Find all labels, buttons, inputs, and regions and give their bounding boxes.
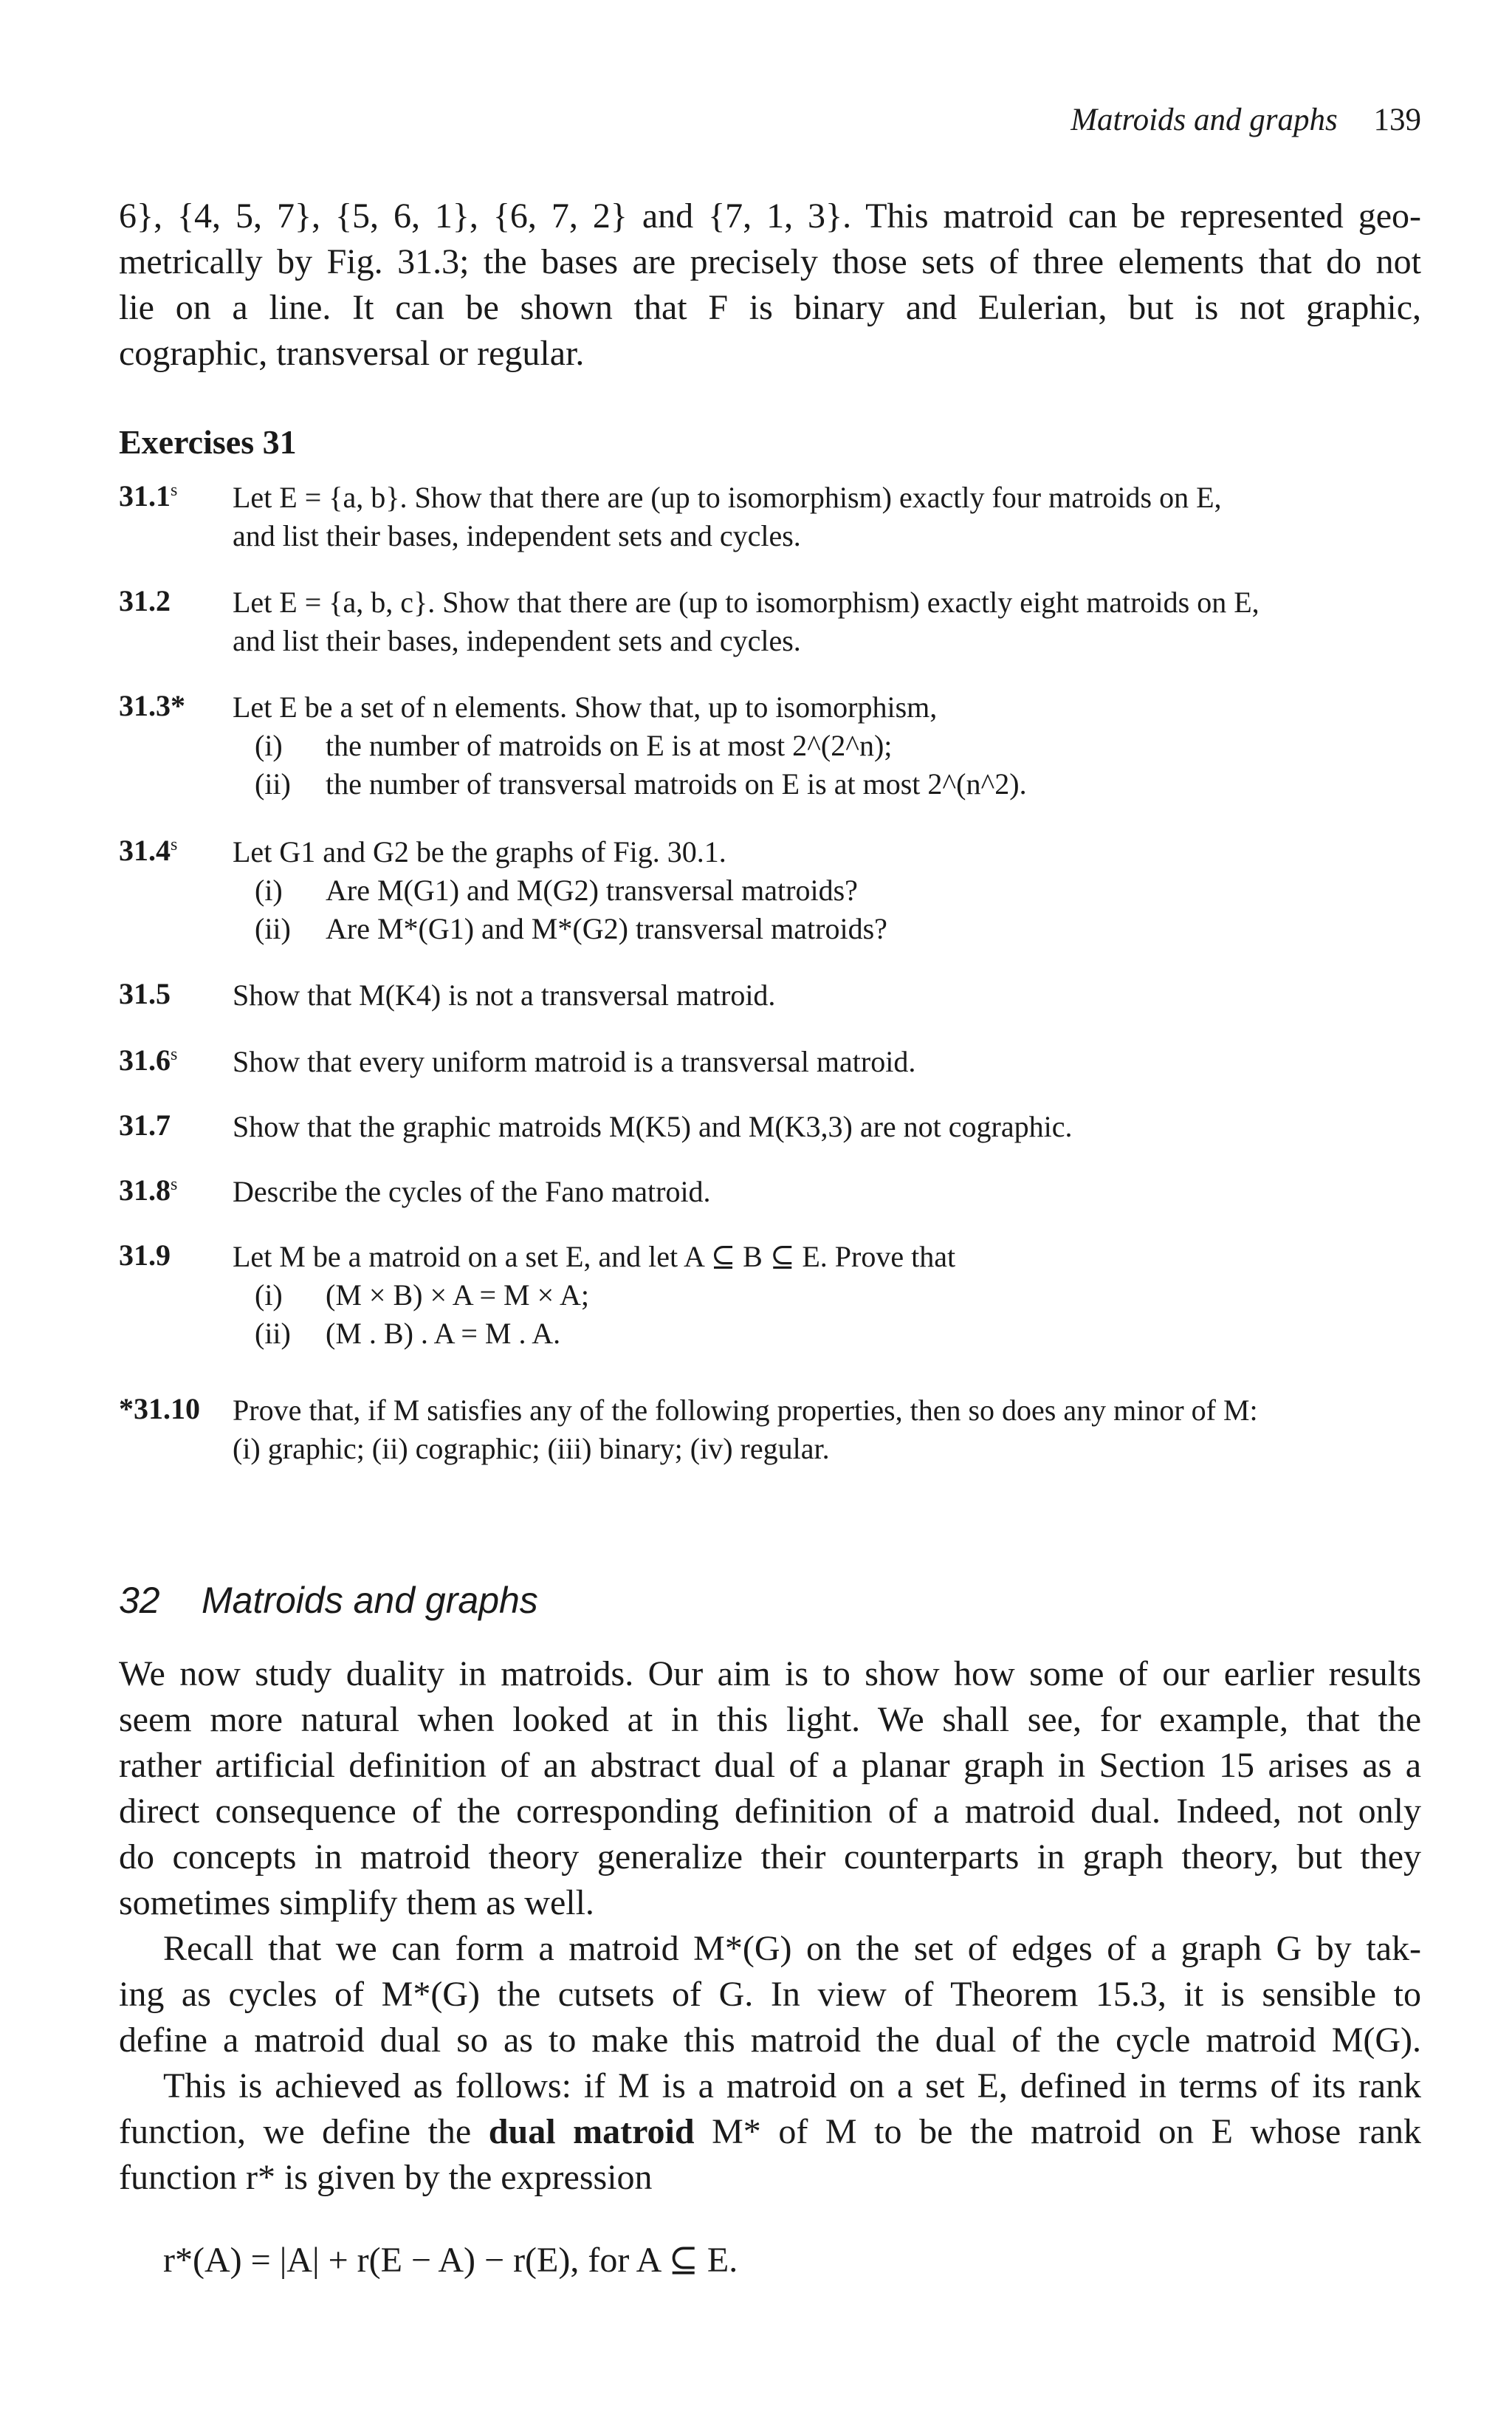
- sub-item-text: Are M(G1) and M(G2) transversal matroids?: [326, 874, 858, 907]
- text-line: rather artificial definition of an abstract dual of a planar graph in Section 15 arises as a: [119, 1746, 1421, 1785]
- text-line: ing as cycles of M*(G) the cutsets of G. In view of Theorem 15.3, it is sensible to: [119, 1975, 1421, 2014]
- section-heading: [119, 1579, 538, 1622]
- sub-item-label: (ii): [255, 767, 291, 801]
- exercise-text: Show that every uniform matroid is a transversal matroid.: [233, 1045, 916, 1078]
- running-head-title: Matroids and graphs: [1071, 103, 1338, 137]
- exercise-text: Prove that, if M satisfies any of the following properties, then so does any minor of M:: [233, 1394, 1258, 1427]
- exercise-number: 31.6: [119, 1043, 171, 1077]
- section-body: [119, 1651, 1421, 2201]
- exercise-mark: s: [171, 1175, 178, 1194]
- exercises-heading: Exercises 31: [119, 423, 297, 461]
- defined-term: dual matroid: [488, 2112, 695, 2151]
- text-line: sometimes simplify them as well.: [119, 1883, 594, 1922]
- exercise-number: 31.7: [119, 1108, 171, 1142]
- exercise-text: Show that the graphic matroids M(K5) and M(K3,3) are not cographic.: [233, 1110, 1073, 1143]
- text-line: define a matroid dual so as to make this matroid the dual of the cycle matroid M(G).: [119, 2021, 1421, 2060]
- text-line: direct consequence of the corresponding definition of a matroid dual. Indeed, not only: [119, 1792, 1421, 1831]
- text-line: do concepts in matroid theory generalize their counterparts in graph theory, but they: [119, 1837, 1421, 1877]
- intro-line: cographic, transversal or regular.: [119, 334, 585, 373]
- exercise-number: 31.9: [119, 1238, 171, 1272]
- paragraph: [119, 2063, 1421, 2201]
- exercise-text: Describe the cycles of the Fano matroid.: [233, 1175, 711, 1208]
- dual-rank-formula: r*(A) = |A| + r(E − A) − r(E), for A ⊆ E.: [163, 2241, 738, 2280]
- sub-item-label: (ii): [255, 1317, 291, 1350]
- exercise-number: 31.4: [119, 834, 171, 867]
- exercise-text: Let M be a matroid on a set E, and let A ⊆ B ⊆ E. Prove that: [233, 1240, 956, 1273]
- sub-item-label: (i): [255, 1278, 283, 1312]
- exercise-text: Let G1 and G2 be the graphs of Fig. 30.1.: [233, 835, 726, 868]
- exercise-text: Let E be a set of n elements. Show that, up to isomorphism,: [233, 690, 938, 724]
- page-number: 139: [1373, 103, 1421, 137]
- text-line: We now study duality in matroids. Our aim is to show how some of our earlier results: [119, 1654, 1421, 1693]
- exercise-text: and list their bases, independent sets and cycles.: [233, 519, 801, 552]
- section-number: 32: [119, 1580, 160, 1621]
- paragraph: [119, 1651, 1421, 1926]
- intro-line: lie on a line. It can be shown that F is binary and Eulerian, but is not graphic,: [119, 288, 1421, 327]
- sub-item-label: (i): [255, 874, 283, 907]
- exercise-text: Show that M(K4) is not a transversal matroid.: [233, 979, 776, 1012]
- section-title: Matroids and graphs: [202, 1580, 538, 1621]
- exercise-number: 31.2: [119, 584, 171, 617]
- sub-item-label: (i): [255, 729, 283, 762]
- text-line: Recall that we can form a matroid M*(G) on the set of edges of a graph G by tak-: [163, 1929, 1421, 1968]
- text-line: seem more natural when looked at in this light. We shall see, for example, that the: [119, 1700, 1421, 1739]
- text-line: This is achieved as follows: if M is a matroid on a set E, defined in terms of its rank: [163, 2066, 1421, 2105]
- exercise-mark: s: [171, 835, 178, 854]
- exercise-number: 31.1: [119, 479, 171, 513]
- intro-line: metrically by Fig. 31.3; the bases are precisely those sets of three elements that do not: [119, 242, 1421, 281]
- exercise-number: 31.3*: [119, 689, 185, 722]
- sub-item-text: the number of transversal matroids on E is at most 2^(n^2).: [326, 767, 1027, 801]
- exercise-text: and list their bases, independent sets and cycles.: [233, 624, 801, 657]
- text-line: function r* is given by the expression: [119, 2158, 653, 2197]
- sub-item-text: (M × B) × A = M × A;: [326, 1278, 589, 1312]
- sub-item-text: the number of matroids on E is at most 2^(2^n);: [326, 729, 893, 762]
- sub-item-label: (ii): [255, 912, 291, 945]
- exercise-mark: s: [171, 481, 178, 500]
- exercise-number: *31.10: [119, 1392, 200, 1425]
- text-line: function, we define the dual matroid M* of M to be the matroid on E whose rank: [119, 2112, 1422, 2151]
- exercise-text: Let E = {a, b, c}. Show that there are (up to isomorphism) exactly eight matroids on E,: [233, 586, 1260, 619]
- running-head: [1071, 102, 1421, 138]
- intro-line: 6}, {4, 5, 7}, {5, 6, 1}, {6, 7, 2} and {7, 1, 3}. This matroid can be represented geo-: [119, 196, 1421, 236]
- intro-paragraph: [119, 193, 1421, 377]
- paragraph: [119, 1926, 1421, 2063]
- exercise-number: 31.8: [119, 1173, 171, 1207]
- sub-item-text: (M . B) . A = M . A.: [326, 1317, 561, 1350]
- exercise-mark: s: [171, 1045, 178, 1064]
- exercise-text: Let E = {a, b}. Show that there are (up to isomorphism) exactly four matroids on E,: [233, 481, 1222, 514]
- sub-item-text: Are M*(G1) and M*(G2) transversal matroids?: [326, 912, 887, 945]
- exercise-number: 31.5: [119, 977, 171, 1010]
- exercise-text: (i) graphic; (ii) cographic; (iii) binary; (iv) regular.: [233, 1432, 830, 1465]
